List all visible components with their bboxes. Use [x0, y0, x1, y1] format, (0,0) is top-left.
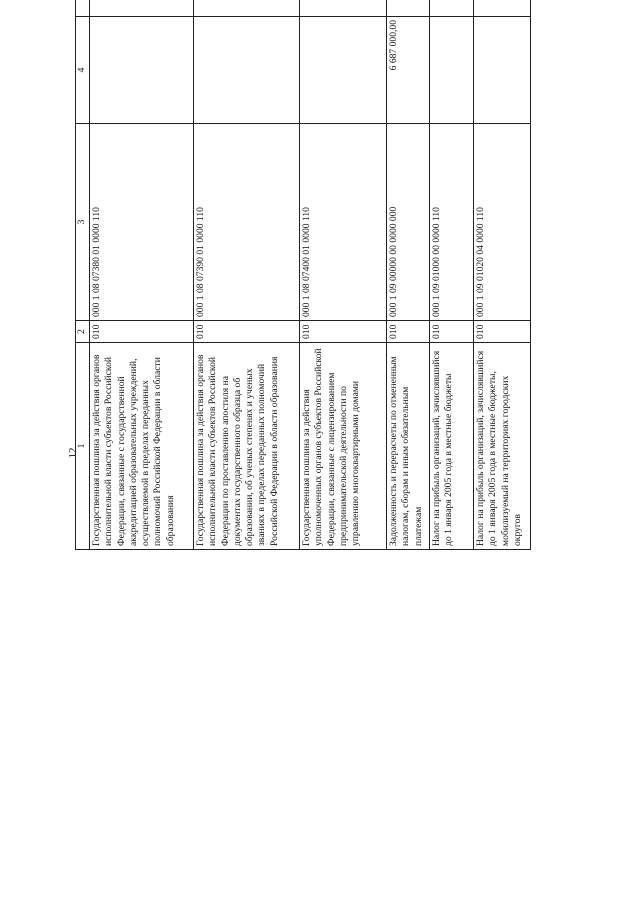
table-row [90, 0, 194, 550]
table-row [474, 0, 531, 550]
col4-value-cell [474, 17, 531, 124]
budget-code-cell: 000 1 08 07380 01 0000 110 [90, 124, 194, 321]
page-number: 12 [67, 447, 79, 459]
header-row [76, 0, 90, 550]
income-name-cell: Государственная пошлина за действия органов исполнительной власти субъектов Российской Федерации по проставлению апостиля на документах государственного образца об образовании, об ученых степенях и ученых званиях в пределах переданных полномочий Российской Федерации в области образования [194, 343, 300, 550]
column-header: 1 [76, 343, 90, 550]
table-row [300, 0, 387, 550]
admin-code-cell: 010 [194, 321, 300, 343]
column-header [76, 0, 90, 17]
income-name-cell: Государственная пошлина за действия уполномоченных органов субъектов Российской Федерации, связанные с лицензированием предпринимательской деятельности по управлению многоквартирными домами [300, 343, 387, 550]
col4-value-cell [90, 17, 194, 124]
budget-code-cell: 000 1 09 00000 00 0000 000 [387, 124, 430, 321]
col5-value-cell [474, 0, 531, 17]
col5-value-cell [430, 0, 474, 17]
column-header: 4 [76, 17, 90, 124]
table-row [387, 0, 430, 550]
admin-code-cell: 010 [474, 321, 531, 343]
col5-value-cell [194, 0, 300, 17]
col4-value-cell [194, 17, 300, 124]
col5-value-cell [387, 0, 430, 17]
table-row [194, 0, 300, 550]
column-header: 2 [76, 321, 90, 343]
admin-code-cell: 010 [300, 321, 387, 343]
revenue-table [75, 0, 531, 550]
income-name-cell: Государственная пошлина за действия органов исполнительной власти субъектов Российской Федерации, связанные с государственной аккредитацией образовательных учреждений, осуществляемой в пределах переданных полномочий Российской Федерации в области образования [90, 343, 194, 550]
income-name-cell: Задолженность и перерасчеты по отмененным налогам, сборам и иным обязательным платежам [387, 343, 430, 550]
col4-value-cell: 6 687 000,00 [387, 17, 430, 124]
income-name-cell: Налог на прибыль организаций, зачислявшийся до 1 января 2005 года в местные бюджеты, мобилизуемый на территориях городских округов [474, 343, 531, 550]
budget-code-cell: 000 1 08 07400 01 0000 110 [300, 124, 387, 321]
budget-code-cell: 000 1 08 07390 01 0000 110 [194, 124, 300, 321]
col4-value-cell [300, 17, 387, 124]
income-name-cell: Налог на прибыль организаций, зачислявшийся до 1 января 2005 года в местные бюджеты [430, 343, 474, 550]
admin-code-cell: 010 [430, 321, 474, 343]
col4-value-cell [430, 17, 474, 124]
col5-value-cell [300, 0, 387, 17]
rotated-table-sheet [75, 20, 582, 865]
table-row [430, 0, 474, 550]
admin-code-cell: 010 [90, 321, 194, 343]
admin-code-cell: 010 [387, 321, 430, 343]
col5-value-cell [90, 0, 194, 17]
budget-code-cell: 000 1 09 01000 00 0000 110 [430, 124, 474, 321]
column-header: 3 [76, 124, 90, 321]
budget-code-cell: 000 1 09 01020 04 0000 110 [474, 124, 531, 321]
